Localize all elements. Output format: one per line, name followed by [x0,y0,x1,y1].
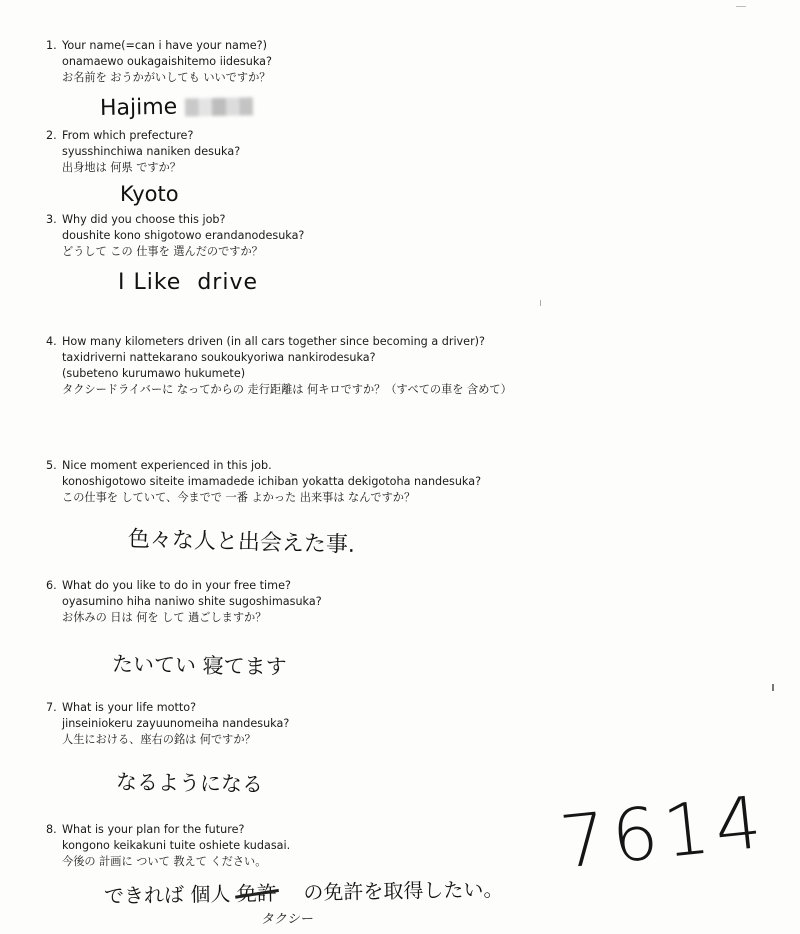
question-7 [46,700,289,748]
question-3 [46,212,304,260]
question-english: Why did you choose this job? [62,213,226,226]
answer-6: たいてい 寝てます [111,652,287,680]
question-romaji: oyasumino hiha naniwo shite sugoshimasuka? [62,595,322,608]
question-japanese: この仕事を していて、今までで 一番 よかった 出来事は なんですか？ [62,491,416,504]
answer-text-start: できれば 個人 [103,881,231,908]
question-japanese: 人生における、座右の銘は 何ですか？ [62,733,256,746]
scan-speck [540,300,541,306]
answer-7: なるようになる [115,770,264,797]
answer-text: Hajime [99,94,178,121]
question-english: How many kilometers driven (in all cars together since becoming a driver)? [62,335,485,348]
question-number: 4. [46,335,57,348]
answer-8-insertion: タクシー [260,912,315,927]
question-romaji: konoshigotowo siteite imamadede ichiban yokatta dekigotoha nandesuka? [62,475,482,488]
answer-3: I Like drive [118,270,259,295]
question-japanese: タクシードライバーに なってからの 走行距離は 何キロですか？（すべての車を 含めて） [62,383,512,396]
scan-speck [736,6,746,7]
answer-1 [100,93,254,121]
answer-5: 色々な人と出会えた事. [127,527,356,558]
question-japanese: 出身地は 何県 ですか？ [62,161,181,174]
question-english: Your name(=can i have your name?) [62,39,267,52]
question-english: What is your plan for the future? [62,823,245,836]
question-1 [46,38,272,86]
question-4 [46,334,512,398]
answer-text-end: の免許を取得したい。 [303,877,504,905]
redacted-surname [185,97,253,116]
question-romaji: syusshinchiwa naniken desuka? [62,145,241,158]
question-number: 3. [46,213,57,226]
question-english: Nice moment experienced in this job. [62,459,272,472]
question-english: What is your life motto? [62,701,197,714]
question-romaji: jinseiniokeru zayuunomeiha nandesuka? [62,717,290,730]
question-number: 2. [46,129,57,142]
question-number: 7. [46,701,57,714]
question-romaji: taxidriverni nattekarano soukoukyoriwa nankirodesuka? [62,351,376,364]
question-number: 6. [46,579,57,592]
question-8 [46,822,290,870]
question-number: 1. [46,39,57,52]
question-2 [46,128,240,176]
scan-speck [772,684,774,691]
answer-2: Kyoto [120,182,179,206]
question-romaji-note: (subeteno kurumawo hukumete) [62,367,246,380]
question-japanese: お休みの 日は 何を して 過ごしますか？ [62,611,267,624]
question-5 [46,458,481,506]
question-english: What do you like to do in your free time? [62,579,291,592]
question-japanese: お名前を おうかがいしても いいですか？ [62,71,271,84]
answer-8 [104,873,504,909]
question-romaji: onamaewo oukagaishitemo iidesuka? [62,55,272,68]
question-japanese: 今後の 計画に ついて 教えて ください。 [62,855,267,868]
question-romaji: kongono keikakuni tuite oshiete kudasai. [62,839,291,852]
handwritten-memo-number: 7614 [556,779,772,885]
question-number: 8. [46,823,57,836]
question-japanese: どうして この 仕事を 選んだのですか？ [62,245,263,258]
question-number: 5. [46,459,57,472]
question-english: From which prefecture? [62,129,194,142]
question-romaji: doushite kono shigotowo erandanodesuka? [62,229,305,242]
question-6 [46,578,322,626]
struck-out-word: 免許 [236,877,277,907]
